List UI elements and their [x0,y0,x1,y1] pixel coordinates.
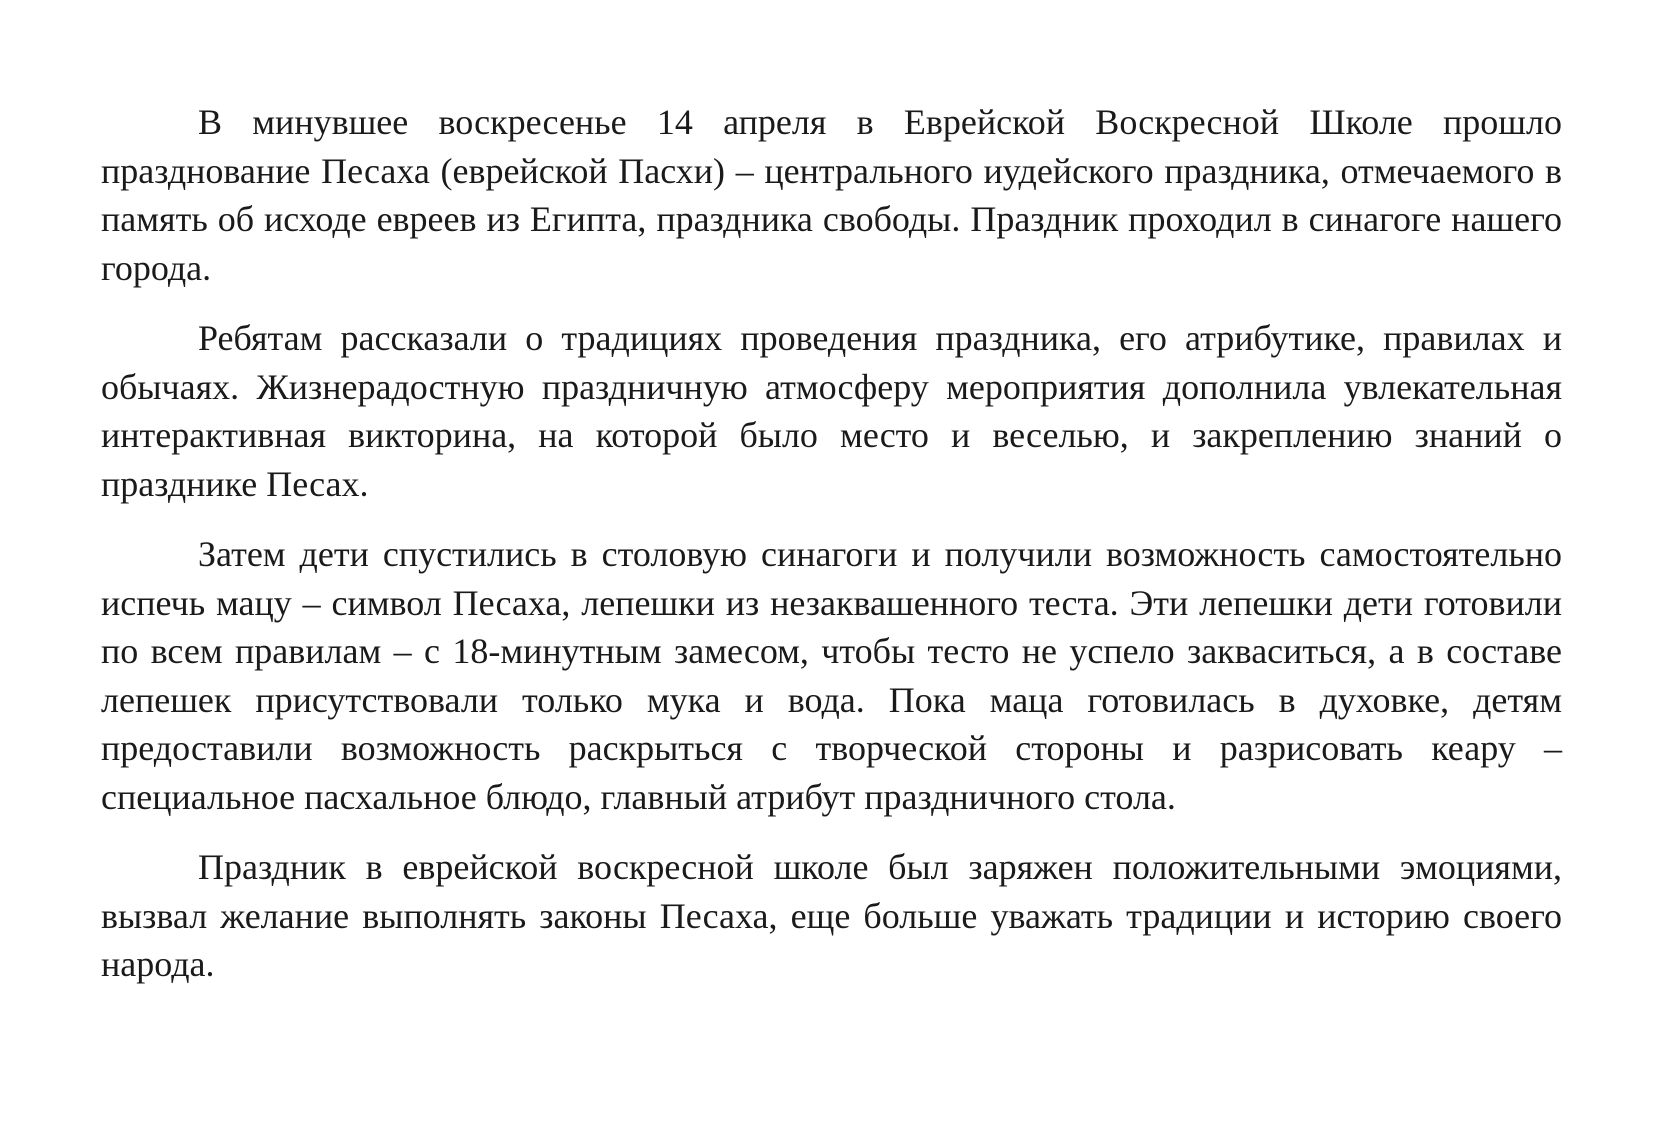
paragraph-1: В минувшее воскресенье 14 апреля в Еврейской Воскресной Школе прошло празднование Песаха (еврейской Пасхи) – центрального иудейского праздника, отмечаемого в память об исходе евреев из Египта, праздника свободы. Праздник проходил в синагоге нашего города. [101,102,1562,288]
document-page [101,98,1562,1011]
paragraph-3: Затем дети спустились в столовую синагоги и получили возможность самостоятельно испечь мацу – символ Песаха, лепешки из незаквашенного теста. Эти лепешки дети готовили по всем правилам – с 18-минутным замесом, чтобы тесто не успело закваситься, а в составе лепешек присутствовали только мука и вода. Пока маца готовилась в духовке, детям предоставили возможность раскрыться с творческой стороны и разрисовать кеару – специальное пасхальное блюдо, главный атрибут праздничного стола. [101,534,1562,817]
paragraph-4: Праздник в еврейской воскресной школе был заряжен положительными эмоциями, вызвал желание выполнять законы Песаха, еще больше уважать традиции и историю своего народа. [101,847,1562,984]
paragraph-2: Ребятам рассказали о традициях проведения праздника, его атрибутике, правилах и обычаях. Жизнерадостную праздничную атмосферу мероприятия дополнила увлекательная интерактивная викторина, на которой было место и веселью, и закреплению знаний о празднике Песах. [101,318,1562,504]
